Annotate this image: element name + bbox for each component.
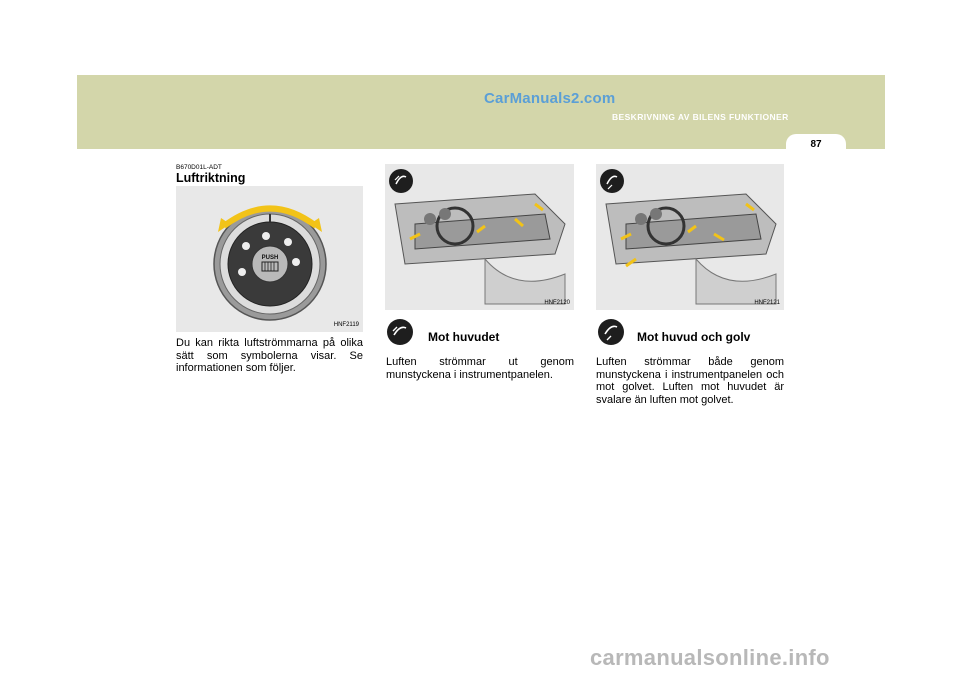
site-watermark[interactable]: CarManuals2.com xyxy=(484,90,616,107)
airflow-head-icon xyxy=(389,169,413,193)
section-code: B670D01L-ADT xyxy=(176,164,222,171)
push-label: PUSH xyxy=(261,255,279,261)
mode-heading: Mot huvudet xyxy=(428,330,500,344)
page-tab xyxy=(786,134,846,160)
section-title: BESKRIVNING AV BILENS FUNKTIONER xyxy=(612,112,789,122)
airflow-head-floor-icon xyxy=(600,169,624,193)
dashboard-figure-head xyxy=(385,164,574,310)
airflow-knob-illustration xyxy=(176,186,363,332)
page-number: 87 xyxy=(810,139,822,150)
airflow-head-icon xyxy=(386,318,414,346)
footer-watermark[interactable]: carmanualsonline.info xyxy=(590,645,830,670)
section-heading: Luftriktning xyxy=(176,171,246,185)
airflow-head-floor-icon xyxy=(597,318,625,346)
dashboard-illustration xyxy=(596,164,784,310)
dashboard-figure-head-floor xyxy=(596,164,784,310)
figure-code: HNF2121 xyxy=(754,300,780,306)
figure-code: HNF2119 xyxy=(333,322,359,328)
mode-heading: Mot huvud och golv xyxy=(637,330,751,344)
body-text: Luften strömmar både genom munstyckena i instrumentpanelen och mot golvet. Luften mot huvudet är svalare än luften mot golvet. xyxy=(596,356,784,406)
body-text: Du kan rikta luftströmmarna på olika sätt som symbolerna visar. Se informationen som följer. xyxy=(176,337,363,374)
body-text: Luften strömmar ut genom munstyckena i instrumentpanelen. xyxy=(386,356,574,381)
figure-code: HNF2120 xyxy=(544,300,570,306)
airflow-knob-figure xyxy=(176,186,363,332)
dashboard-illustration xyxy=(385,164,574,310)
